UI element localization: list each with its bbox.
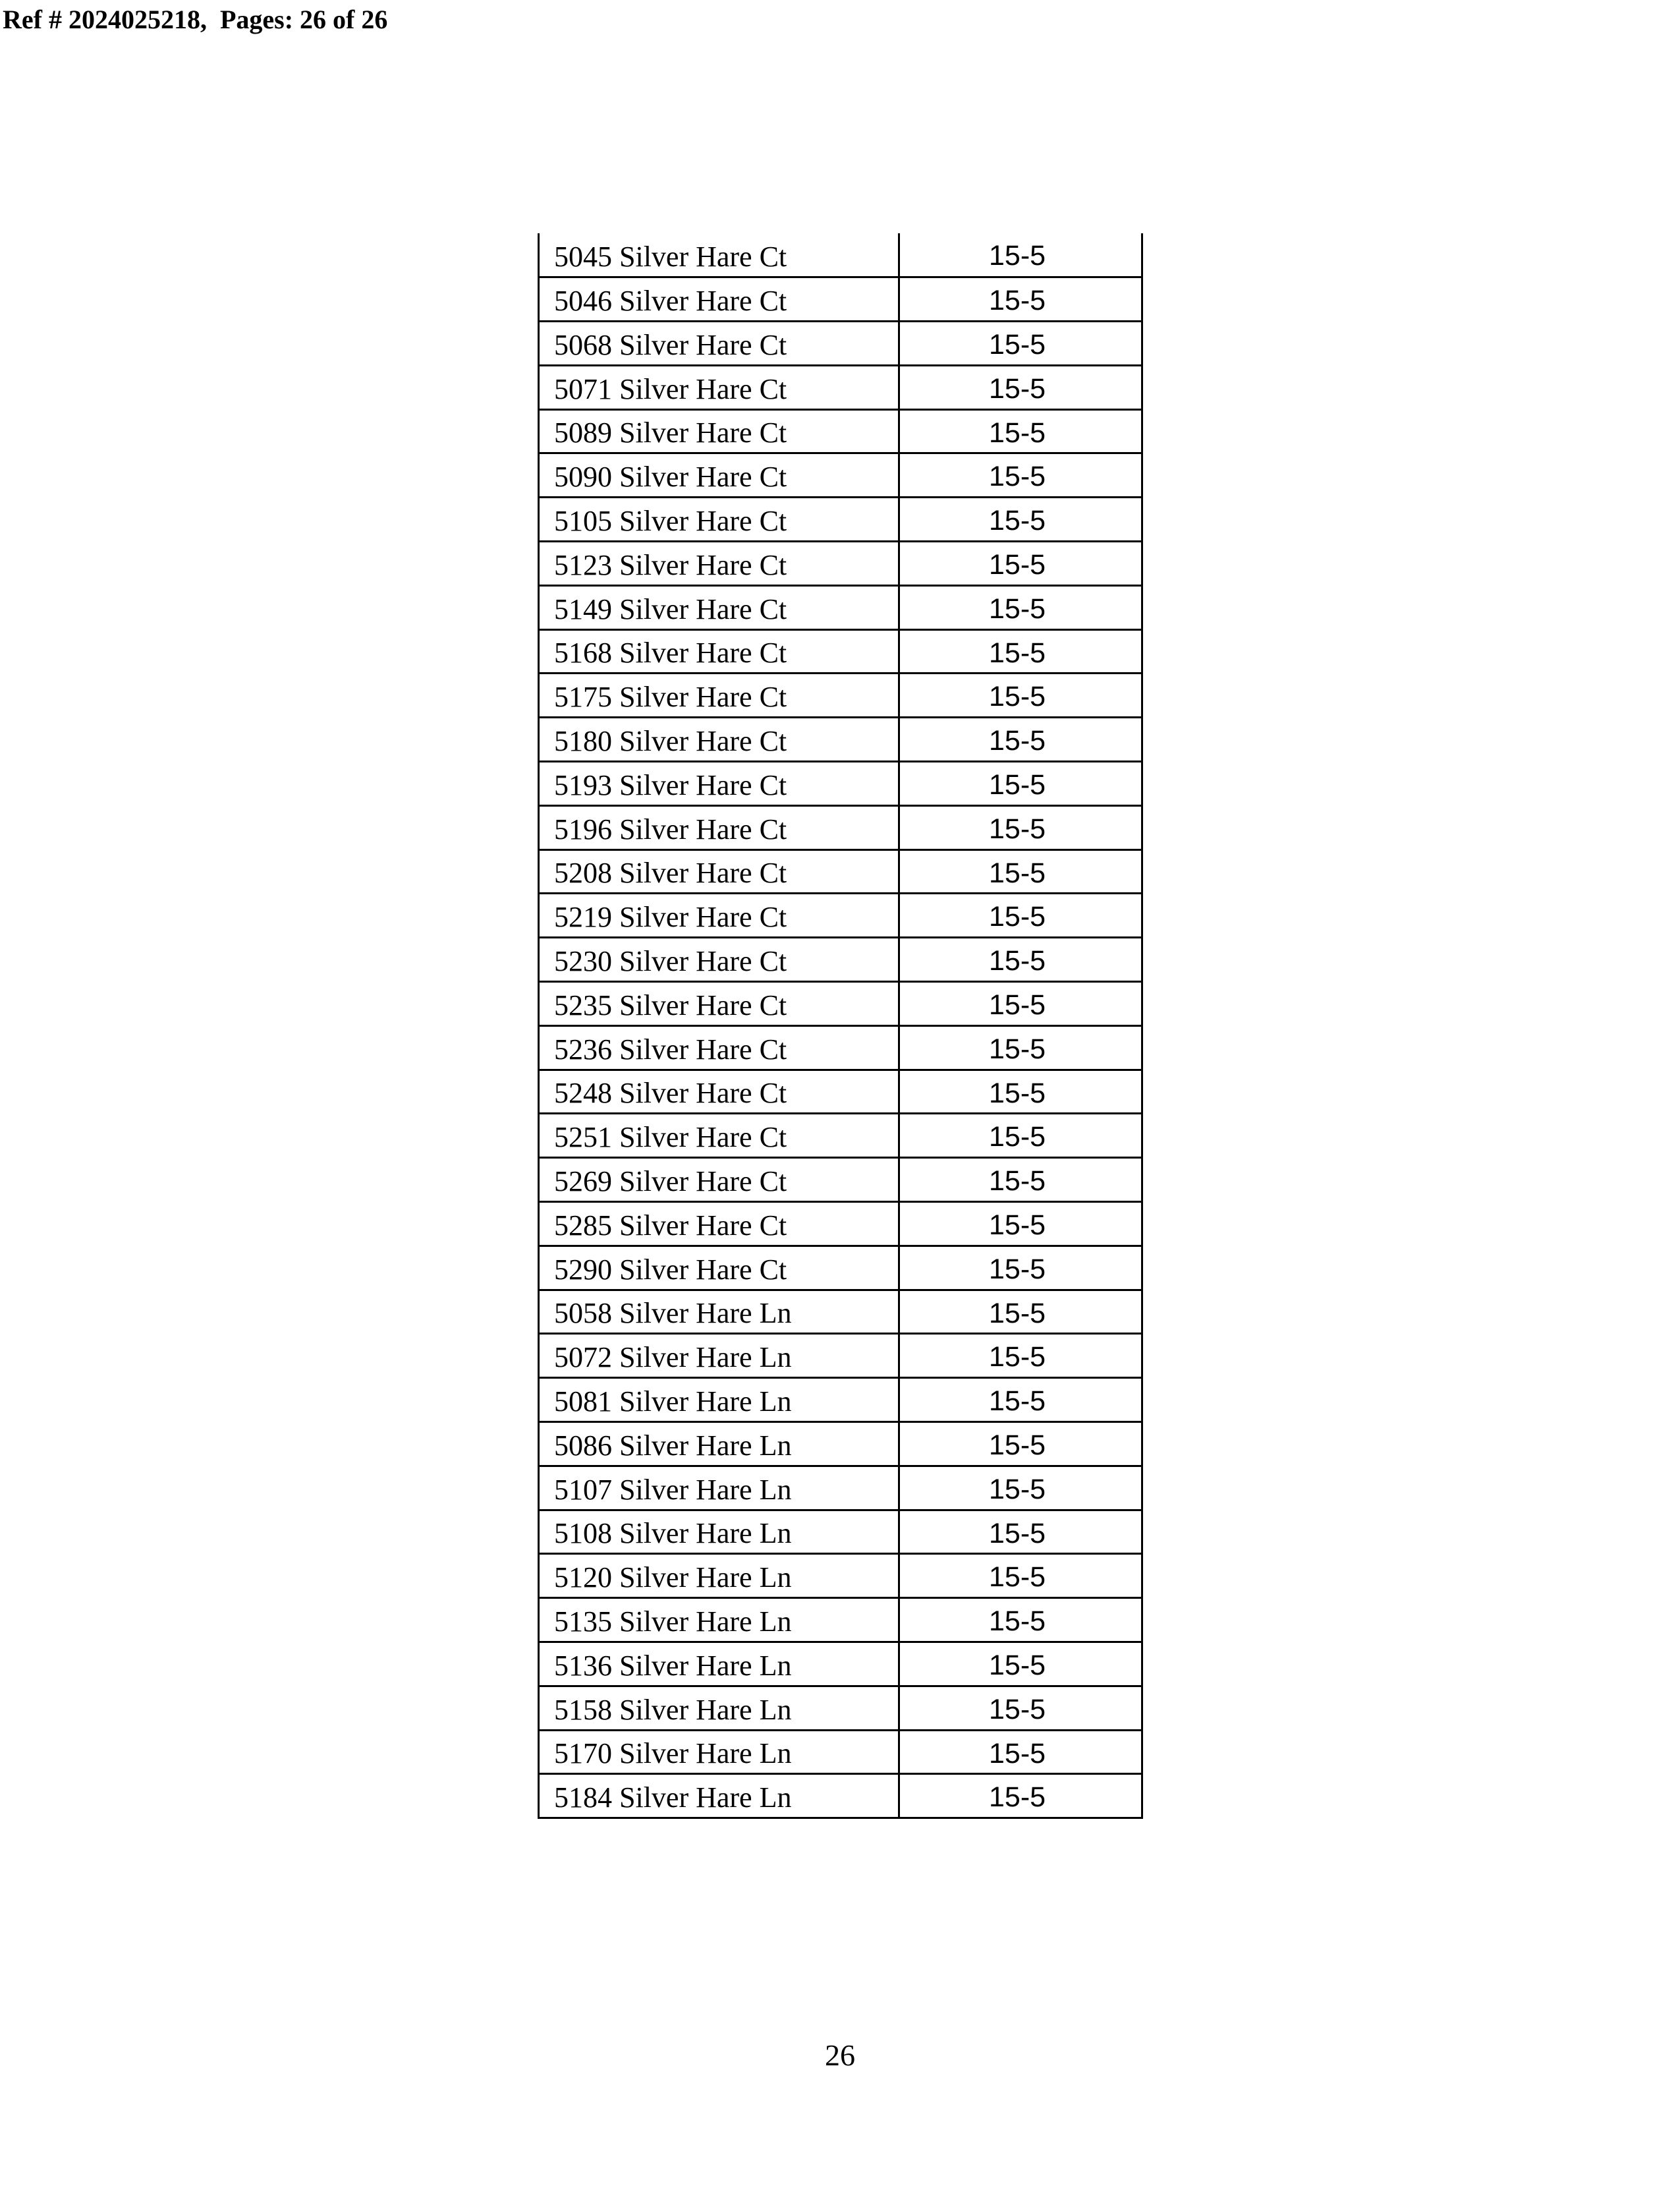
address-cell: 5071 Silver Hare Ct: [539, 365, 899, 409]
table-row: [539, 498, 1142, 542]
address-table: [538, 233, 1143, 1819]
table-row: [539, 718, 1142, 762]
table-row: [539, 1422, 1142, 1466]
code-cell: 15-5: [899, 1466, 1142, 1510]
table-row: [539, 585, 1142, 629]
table-row: [539, 982, 1142, 1026]
address-cell: 5168 Silver Hare Ct: [539, 629, 899, 674]
table-row: [539, 1025, 1142, 1070]
code-cell: 15-5: [899, 982, 1142, 1026]
address-cell: 5108 Silver Hare Ln: [539, 1510, 899, 1554]
address-cell: 5251 Silver Hare Ct: [539, 1114, 899, 1158]
code-cell: 15-5: [899, 1334, 1142, 1378]
address-cell: 5235 Silver Hare Ct: [539, 982, 899, 1026]
address-cell: 5058 Silver Hare Ln: [539, 1290, 899, 1334]
code-cell: 15-5: [899, 718, 1142, 762]
code-cell: 15-5: [899, 498, 1142, 542]
address-cell: 5184 Silver Hare Ln: [539, 1774, 899, 1818]
code-cell: 15-5: [899, 1114, 1142, 1158]
code-cell: 15-5: [899, 1158, 1142, 1202]
code-cell: 15-5: [899, 277, 1142, 322]
code-cell: 15-5: [899, 233, 1142, 277]
table-row: [539, 629, 1142, 674]
table-row: [539, 1334, 1142, 1378]
code-cell: 15-5: [899, 409, 1142, 453]
table-row: [539, 1290, 1142, 1334]
code-cell: 15-5: [899, 453, 1142, 498]
code-cell: 15-5: [899, 322, 1142, 366]
address-table-body: [539, 233, 1142, 1818]
code-cell: 15-5: [899, 762, 1142, 806]
table-row: [539, 277, 1142, 322]
table-row: [539, 849, 1142, 894]
address-cell: 5236 Silver Hare Ct: [539, 1025, 899, 1070]
code-cell: 15-5: [899, 542, 1142, 586]
table-row: [539, 1598, 1142, 1642]
code-cell: 15-5: [899, 674, 1142, 718]
address-cell: 5158 Silver Hare Ln: [539, 1686, 899, 1730]
address-cell: 5090 Silver Hare Ct: [539, 453, 899, 498]
code-cell: 15-5: [899, 1378, 1142, 1422]
code-cell: 15-5: [899, 894, 1142, 938]
address-cell: 5290 Silver Hare Ct: [539, 1246, 899, 1290]
address-cell: 5285 Silver Hare Ct: [539, 1202, 899, 1246]
table-row: [539, 1774, 1142, 1818]
table-row: [539, 938, 1142, 982]
address-cell: 5089 Silver Hare Ct: [539, 409, 899, 453]
table-row: [539, 542, 1142, 586]
address-cell: 5045 Silver Hare Ct: [539, 233, 899, 277]
address-cell: 5196 Silver Hare Ct: [539, 805, 899, 849]
code-cell: 15-5: [899, 1246, 1142, 1290]
table-row: [539, 805, 1142, 849]
address-cell: 5072 Silver Hare Ln: [539, 1334, 899, 1378]
table-row: [539, 1202, 1142, 1246]
address-cell: 5086 Silver Hare Ln: [539, 1422, 899, 1466]
address-cell: 5105 Silver Hare Ct: [539, 498, 899, 542]
table-row: [539, 1510, 1142, 1554]
address-cell: 5230 Silver Hare Ct: [539, 938, 899, 982]
code-cell: 15-5: [899, 1025, 1142, 1070]
address-cell: 5219 Silver Hare Ct: [539, 894, 899, 938]
address-cell: 5149 Silver Hare Ct: [539, 585, 899, 629]
table-row: [539, 762, 1142, 806]
address-cell: 5120 Silver Hare Ln: [539, 1554, 899, 1598]
table-row: [539, 1466, 1142, 1510]
code-cell: 15-5: [899, 1202, 1142, 1246]
code-cell: 15-5: [899, 1290, 1142, 1334]
address-cell: 5180 Silver Hare Ct: [539, 718, 899, 762]
address-cell: 5068 Silver Hare Ct: [539, 322, 899, 366]
code-cell: 15-5: [899, 1598, 1142, 1642]
code-cell: 15-5: [899, 1070, 1142, 1114]
table-row: [539, 1378, 1142, 1422]
page-number: 26: [825, 2038, 855, 2072]
address-cell: 5107 Silver Hare Ln: [539, 1466, 899, 1510]
code-cell: 15-5: [899, 365, 1142, 409]
table-row: [539, 1114, 1142, 1158]
table-row: [539, 1730, 1142, 1774]
code-cell: 15-5: [899, 849, 1142, 894]
address-cell: 5081 Silver Hare Ln: [539, 1378, 899, 1422]
code-cell: 15-5: [899, 805, 1142, 849]
table-row: [539, 233, 1142, 277]
address-cell: 5136 Silver Hare Ln: [539, 1642, 899, 1686]
address-cell: 5170 Silver Hare Ln: [539, 1730, 899, 1774]
table-row: [539, 1070, 1142, 1114]
code-cell: 15-5: [899, 629, 1142, 674]
table-row: [539, 453, 1142, 498]
address-cell: 5123 Silver Hare Ct: [539, 542, 899, 586]
code-cell: 15-5: [899, 1686, 1142, 1730]
code-cell: 15-5: [899, 938, 1142, 982]
table-row: [539, 1686, 1142, 1730]
address-cell: 5046 Silver Hare Ct: [539, 277, 899, 322]
address-cell: 5135 Silver Hare Ln: [539, 1598, 899, 1642]
code-cell: 15-5: [899, 1554, 1142, 1598]
code-cell: 15-5: [899, 1422, 1142, 1466]
code-cell: 15-5: [899, 1642, 1142, 1686]
code-cell: 15-5: [899, 1730, 1142, 1774]
document-reference-header: Ref # 2024025218, Pages: 26 of 26: [3, 5, 388, 34]
table-row: [539, 1158, 1142, 1202]
address-cell: 5248 Silver Hare Ct: [539, 1070, 899, 1114]
table-row: [539, 1642, 1142, 1686]
address-cell: 5193 Silver Hare Ct: [539, 762, 899, 806]
table-row: [539, 365, 1142, 409]
table-row: [539, 322, 1142, 366]
code-cell: 15-5: [899, 1774, 1142, 1818]
table-row: [539, 674, 1142, 718]
table-row: [539, 1554, 1142, 1598]
table-row: [539, 1246, 1142, 1290]
table-row: [539, 409, 1142, 453]
address-cell: 5208 Silver Hare Ct: [539, 849, 899, 894]
table-row: [539, 894, 1142, 938]
code-cell: 15-5: [899, 1510, 1142, 1554]
address-cell: 5175 Silver Hare Ct: [539, 674, 899, 718]
address-cell: 5269 Silver Hare Ct: [539, 1158, 899, 1202]
code-cell: 15-5: [899, 585, 1142, 629]
